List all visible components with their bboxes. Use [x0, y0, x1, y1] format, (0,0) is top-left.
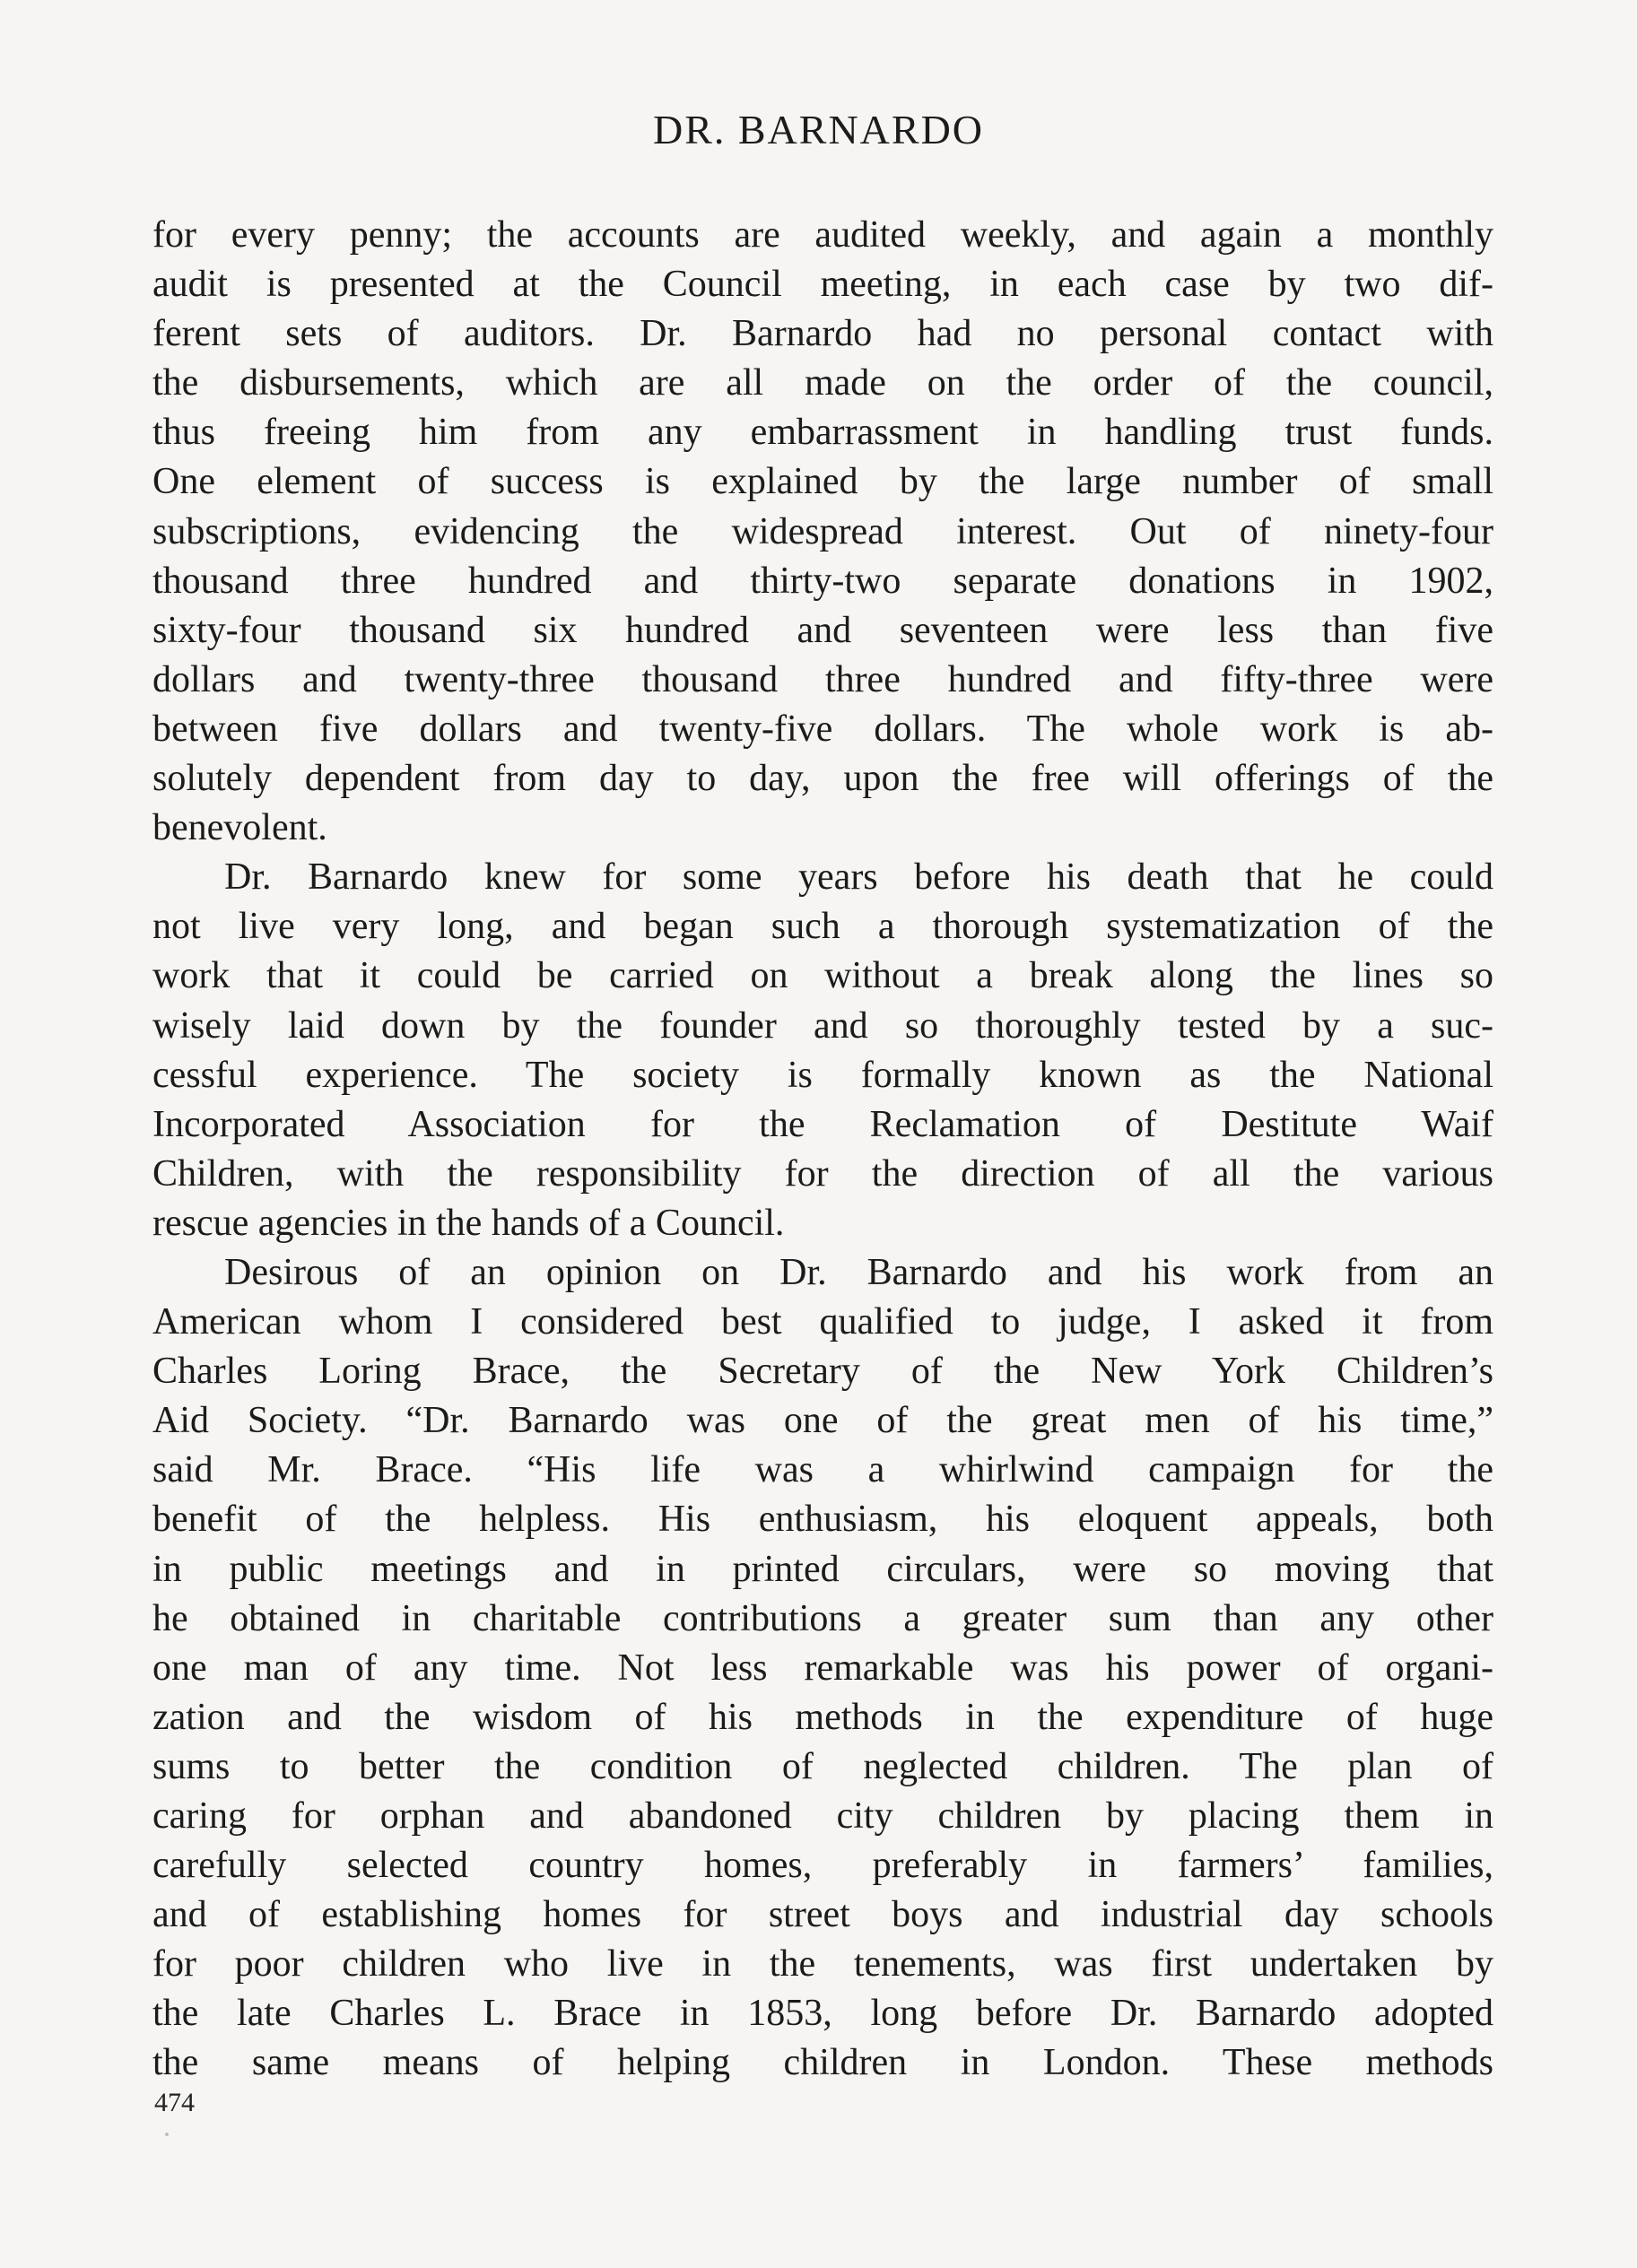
text-line: One element of success is explained by the large number of small	[152, 461, 1493, 503]
paragraph-3	[152, 1248, 1493, 2089]
text-line: the late Charles L. Brace in 1853, long before Dr. Barnardo adopted	[152, 1993, 1493, 2035]
text-line: work that it could be carried on without a break along the lines so	[152, 955, 1493, 997]
text-line: audit is presented at the Council meeting, in each case by two dif-	[152, 264, 1493, 306]
text-line: for poor children who live in the tenements, was first undertaken by	[152, 1943, 1493, 1986]
text-line: carefully selected country homes, preferably in farmers’ families,	[152, 1845, 1493, 1887]
paragraph-1	[152, 211, 1493, 853]
text-line: dollars and twenty-three thousand three hundred and fifty-three were	[152, 658, 1493, 700]
text-line: Charles Loring Brace, the Secretary of the New York Children’s	[152, 1351, 1493, 1393]
paragraph-2	[152, 853, 1493, 1248]
text-line: he obtained in charitable contributions a greater sum than any other	[152, 1597, 1493, 1639]
text-line: sums to better the condition of neglected children. The plan of	[152, 1745, 1493, 1787]
text-line: zation and the wisdom of his methods in the expenditure of huge	[152, 1696, 1493, 1738]
body-text	[152, 211, 1493, 2089]
text-line: thus freeing him from any embarrassment in handling trust funds.	[152, 412, 1493, 454]
text-line: one man of any time. Not less remarkable was his power of organi-	[152, 1647, 1493, 1689]
text-line: wisely laid down by the founder and so thoroughly tested by a suc-	[152, 1004, 1493, 1047]
text-line: Aid Society. “Dr. Barnardo was one of the great men of his time,”	[152, 1400, 1493, 1442]
text-line: benefit of the helpless. His enthusiasm, his eloquent appeals, both	[152, 1499, 1493, 1541]
text-line: American whom I considered best qualified to judge, I asked it from	[152, 1301, 1493, 1343]
text-line: and of establishing homes for street boys and industrial day schools	[152, 1894, 1493, 1936]
running-head: DR. BARNARDO	[652, 107, 985, 152]
text-line: between five dollars and twenty-five dollars. The whole work is ab-	[152, 708, 1493, 750]
text-line: rescue agencies in the hands of a Council.	[152, 1202, 785, 1244]
text-line: in public meetings and in printed circulars, were so moving that	[152, 1548, 1493, 1590]
text-line: solutely dependent from day to day, upon the free will offerings of the	[152, 758, 1493, 800]
paper-speck	[165, 2133, 169, 2136]
text-line: benevolent.	[152, 807, 327, 849]
text-line: said Mr. Brace. “His life was a whirlwind campaign for the	[152, 1449, 1493, 1491]
text-line: Children, with the responsibility for the direction of all the various	[152, 1152, 1493, 1195]
text-line: caring for orphan and abandoned city children by placing them in	[152, 1795, 1493, 1837]
text-line: not live very long, and began such a thorough systematization of the	[152, 906, 1493, 948]
page-number: 474	[154, 2088, 195, 2117]
text-line: thousand three hundred and thirty-two separate donations in 1902,	[152, 560, 1493, 602]
text-line: for every penny; the accounts are audited weekly, and again a monthly	[152, 214, 1493, 256]
text-line: Desirous of an opinion on Dr. Barnardo and his work from an	[224, 1251, 1493, 1293]
text-line: subscriptions, evidencing the widespread interest. Out of ninety-four	[152, 510, 1493, 552]
text-line: sixty-four thousand six hundred and seventeen were less than five	[152, 609, 1493, 651]
text-line: the disbursements, which are all made on the order of the council,	[152, 362, 1493, 404]
text-line: cessful experience. The society is formally known as the National	[152, 1054, 1493, 1096]
text-line: the same means of helping children in London. These methods	[152, 2042, 1493, 2084]
text-line: Incorporated Association for the Reclamation of Destitute Waif	[152, 1103, 1493, 1145]
text-line: ferent sets of auditors. Dr. Barnardo had no personal contact with	[152, 313, 1493, 355]
text-line: Dr. Barnardo knew for some years before his death that he could	[224, 856, 1493, 899]
